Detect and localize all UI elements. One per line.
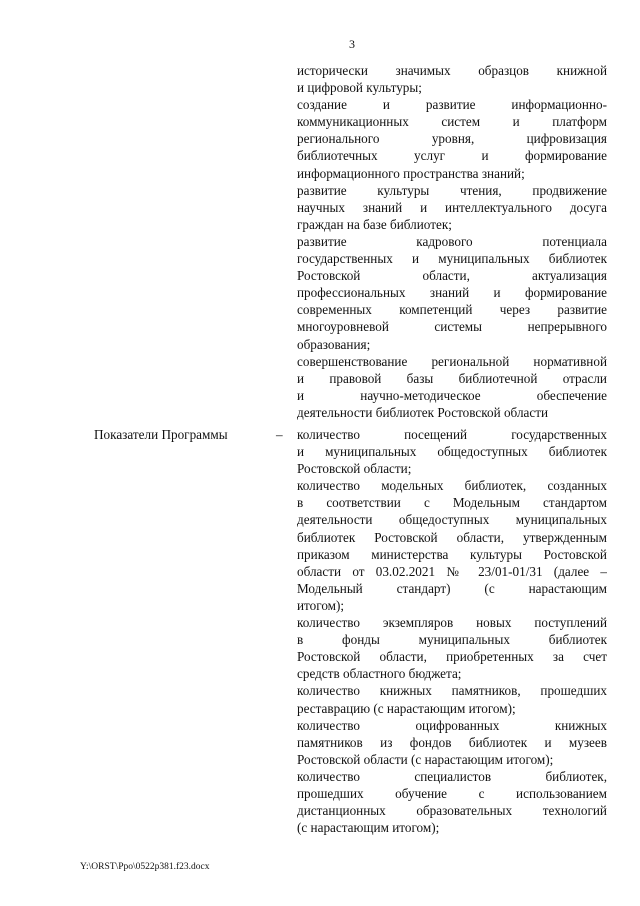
text-line: прошедших обучение с использованием: [297, 785, 607, 801]
text-line: количество посещений государственных: [297, 427, 607, 442]
label-dash: –: [276, 427, 283, 442]
text-line: совершенствование региональной нормативной: [297, 353, 607, 369]
text-line: средств областного бюджета;: [297, 666, 462, 682]
text-line: граждан на базе библиотек;: [297, 216, 452, 232]
text-line: количество специалистов библиотек,: [297, 768, 607, 784]
text-line: профессиональных знаний и формирование: [297, 285, 607, 301]
footer-file-path: Y:\ORST\Ppo\0522p381.f23.docx: [80, 862, 210, 872]
text-line: и научно-методическое обеспечение: [297, 387, 607, 403]
text-line: образования;: [297, 336, 371, 352]
text-line: Модельный стандарт) (с нарастающим: [297, 580, 607, 596]
text-line: создание и развитие информационно-: [297, 97, 607, 113]
text-line: Ростовской области (с нарастающим итогом);: [297, 751, 554, 767]
text-line: в соответствии с Модельным стандартом: [297, 495, 607, 511]
text-line: библиотечных услуг и формирование: [297, 148, 607, 164]
text-line: коммуникационных систем и платформ: [297, 114, 607, 130]
text-line: памятников из фондов библиотек и музеев: [297, 734, 607, 750]
text-line: и муниципальных общедоступных библиотек: [297, 444, 607, 460]
text-line: информационного пространства знаний;: [297, 165, 525, 181]
indicators-text-block: [297, 426, 607, 836]
text-line: реставрацию (с нарастающим итогом);: [297, 700, 516, 716]
text-line: в фонды муниципальных библиотек: [297, 632, 607, 648]
text-line: развитие культуры чтения, продвижение: [297, 182, 607, 198]
text-line: количество книжных памятников, прошедших: [297, 683, 607, 699]
text-line: количество экземпляров новых поступлений: [297, 615, 607, 631]
text-line: количество модельных библиотек, созданных: [297, 478, 607, 494]
text-line: Ростовской области, приобретенных за счет: [297, 649, 607, 665]
text-line: деятельности общедоступных муниципальных: [297, 512, 607, 528]
text-line: регионального уровня, цифровизация: [297, 131, 607, 147]
text-line: Ростовской области, актуализация: [297, 268, 607, 284]
text-line: современных компетенций через развитие: [297, 302, 607, 318]
text-line: количество оцифрованных книжных: [297, 717, 607, 733]
text-line: (с нарастающим итогом);: [297, 820, 440, 836]
text-line: государственных и муниципальных библиотек: [297, 251, 607, 267]
text-line: и цифровой культуры;: [297, 80, 422, 96]
text-line: и правовой базы библиотечной отрасли: [297, 370, 607, 386]
text-line: области от 03.02.2021 № 23/01-01/31 (далее –: [297, 563, 607, 579]
text-line: приказом министерства культуры Ростовской: [297, 546, 607, 562]
text-line: библиотек Ростовской области, утвержденным: [297, 529, 607, 545]
text-line: развитие кадрового потенциала: [297, 233, 607, 249]
text-line: многоуровневой системы непрерывного: [297, 319, 607, 335]
text-line: дистанционных образовательных технологий: [297, 803, 607, 819]
text-line: Ростовской области;: [297, 461, 412, 477]
tasks-text-block: [297, 62, 607, 421]
text-line: научных знаний и интеллектуального досуга: [297, 199, 607, 215]
section-label: Показатели Программы: [94, 427, 228, 442]
text-line: исторически значимых образцов книжной: [297, 63, 607, 78]
text-line: деятельности библиотек Ростовской области: [297, 404, 549, 420]
page-number: 3: [349, 37, 355, 51]
text-line: итогом);: [297, 597, 345, 613]
